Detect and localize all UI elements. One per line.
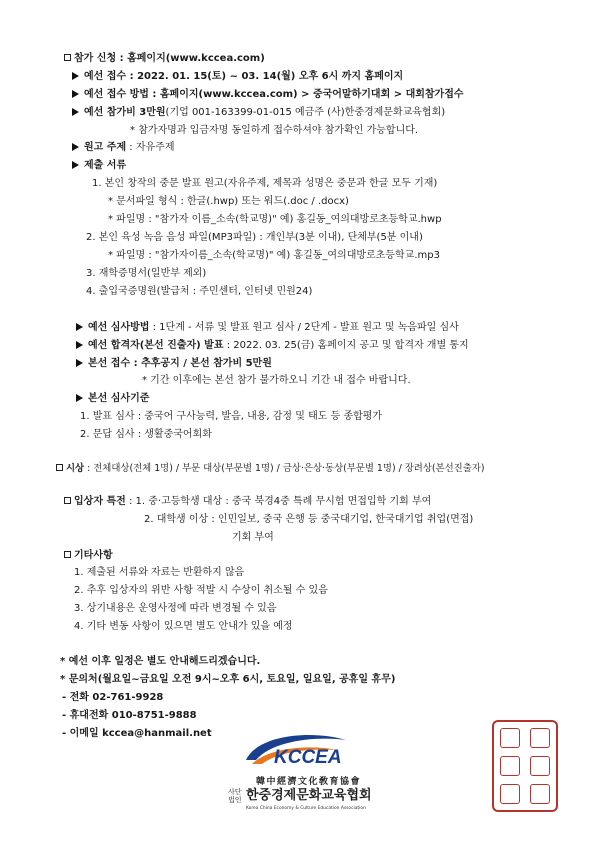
triangle-bullet-icon xyxy=(76,341,83,349)
schedule-notice: * 예선 이후 일정은 별도 안내해드리겠습니다. xyxy=(60,656,261,667)
checkbox-square-icon xyxy=(64,551,71,558)
criteria-item: 1. 발표 심사 : 중국어 구사능력, 발음, 내용, 감정 및 태도 등 종합평가 xyxy=(80,411,383,422)
final-note: * 기간 이후에는 본선 참가 불가하오니 기간 내 접수 바랍니다. xyxy=(142,375,411,386)
benefits-line-1: 입상자 특전 : 1. 중·고등학생 대상 : 중국 북경4중 특례 무시험 면접입학 기회 부여 xyxy=(64,495,431,508)
criteria-heading: 본선 심사기준 xyxy=(76,392,149,405)
checkbox-square-icon xyxy=(64,497,71,504)
screening-result: 예선 합격자(본선 진출자) 발표 : 2022. 03. 25(금) 홈페이지 공고 및 합격자 개별 통지 xyxy=(76,339,469,352)
checkbox-square-icon xyxy=(64,54,71,61)
logo-name: 한중경제문화교육협회 xyxy=(246,788,372,803)
screening-method: 예선 심사방법 : 1단계 - 서류 및 발표 원고 심사 / 2단계 - 발표 원고 및 녹음파일 심사 xyxy=(76,321,459,334)
misc-item: 2. 추후 입상자의 위반 사항 적발 시 수상이 취소될 수 있음 xyxy=(74,585,328,596)
triangle-bullet-icon xyxy=(72,72,79,80)
apply-item-period: 예선 접수 : 2022. 01. 15(토) ~ 03. 14(월) 오후 6시 까지 홈페이지 xyxy=(72,70,403,83)
apply-item-fee: 예선 참가비 3만원(기업 001-163399-01-015 예금주 (사)한중경제문화교육협회) xyxy=(72,106,445,119)
official-seal-stamp xyxy=(492,720,558,812)
triangle-bullet-icon xyxy=(72,161,79,169)
topic-line: 원고 주제 : 자유주제 xyxy=(72,141,175,154)
misc-item: 3. 상기내용은 운영사정에 따라 변경될 수 있음 xyxy=(74,603,277,614)
checkbox-square-icon xyxy=(56,464,63,471)
doc-item: * 파일명 : "참가자 이름_소속(학교명)" 예) 홍길동_여의대방로초등학교.hwp xyxy=(108,214,442,225)
apply-item-method: 예선 접수 방법 : 홈페이지(www.kccea.com) > 중국어말하기대회 > 대회참가접수 xyxy=(72,88,464,101)
kccea-logo xyxy=(228,730,378,820)
triangle-bullet-icon xyxy=(72,108,79,116)
misc-item: 4. 기타 변동 사항이 있으면 별도 안내가 있을 예정 xyxy=(74,621,293,632)
misc-item: 1. 제출된 서류와 자료는 반환하지 않음 xyxy=(74,567,245,578)
triangle-bullet-icon xyxy=(76,359,83,367)
doc-item: 2. 본인 육성 녹음 음성 파일(MP3파일) : 개인부(3분 이내), 단체부(5분 이내) xyxy=(86,232,423,243)
final-registration: 본선 접수 : 추후공지 / 본선 참가비 5만원 xyxy=(76,357,272,370)
triangle-bullet-icon xyxy=(72,143,79,151)
contact-line: * 문의처(월요일~금요일 오전 9시~오후 6시, 토요일, 일요일, 공휴일 휴무) xyxy=(60,674,396,685)
logo-hanja: 韓中經濟文化敎育協會 xyxy=(256,777,362,787)
criteria-item: 2. 문답 심사 : 생활중국어회화 xyxy=(80,429,212,440)
mobile-line: - 휴대전화 010-8751-9888 xyxy=(62,710,197,721)
svg-text:KCCEA: KCCEA xyxy=(274,747,342,768)
triangle-bullet-icon xyxy=(76,394,83,402)
phone-line: - 전화 02-761-9928 xyxy=(62,692,164,703)
docs-heading: 제출 서류 xyxy=(72,159,126,172)
logo-english: Korea China Economy & Culture Education Association xyxy=(246,806,366,811)
email-line: - 이메일 kccea@hanmail.net xyxy=(62,728,212,739)
email-link[interactable]: kccea@hanmail.net xyxy=(102,728,212,739)
logo-prefix: 사단법인 xyxy=(228,788,242,804)
misc-heading: 기타사항 xyxy=(64,549,113,562)
triangle-bullet-icon xyxy=(72,90,79,98)
benefits-line-3: 기회 부여 xyxy=(232,532,274,543)
doc-item: 4. 출입국증명원(발급처 : 주민센터, 인터넷 민원24) xyxy=(86,286,313,297)
kccea-swoosh-icon xyxy=(228,730,378,774)
doc-item: * 파일명 : "참가자이름_소속(학교명)" 예) 홍길동_여의대방로초등학교.mp3 xyxy=(108,250,440,261)
benefits-line-2: 2. 대학생 이상 : 인민일보, 중국 은행 등 중국대기업, 한국대기업 취업(면접) xyxy=(144,514,474,525)
doc-item: 3. 재학증명서(일반부 제외) xyxy=(86,268,207,279)
triangle-bullet-icon xyxy=(76,323,83,331)
doc-item: 1. 본인 창작의 중문 발표 원고(자유주제, 제목과 성명은 중문과 한글 모두 기재) xyxy=(92,178,438,189)
awards-line: 시상 : 전체대상(전체 1명) / 부문 대상(부문별 1명) / 금상·은상·동상(부문별 1명) / 장려상(본선진출자) xyxy=(56,462,485,475)
fee-note: * 참가자명과 입금자명 동일하게 접수하셔야 참가확인 가능합니다. xyxy=(130,125,419,136)
apply-heading: 참가 신청 : 홈페이지(www.kccea.com) xyxy=(64,52,265,65)
doc-item: * 문서파일 형식 : 한글(.hwp) 또는 워드(.doc / .docx) xyxy=(108,196,349,207)
